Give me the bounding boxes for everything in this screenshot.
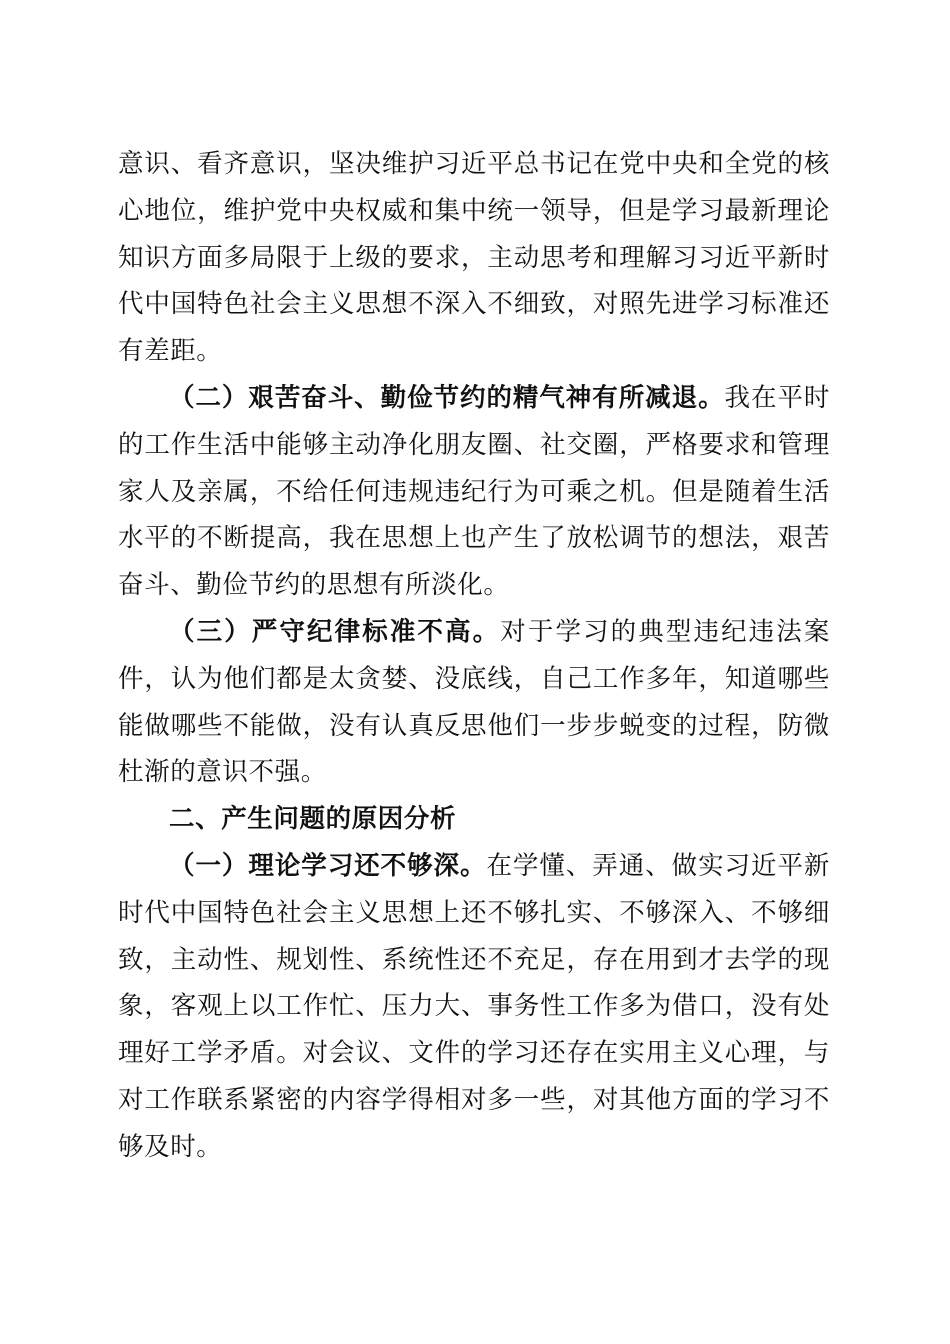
paragraph-title: （三）严守纪律标准不高。	[169, 616, 501, 647]
paragraph-text: 我在平时的工作生活中能够主动净化朋友圈、社交圈，严格要求和管理家人及亲属，不给任何违规违纪行为可乘之机。但是随着生活水平的不断提高，我在思想上也产生了放松调节的想法，艰苦奋斗、勤俭节约的思想有所淡化。	[118, 382, 830, 601]
paragraph-discipline	[118, 609, 830, 796]
paragraph-title: （二）艰苦奋斗、勤俭节约的精气神有所减退。	[169, 382, 725, 413]
paragraph-continuation	[118, 141, 830, 375]
paragraph-text: 在学懂、弄通、做实习近平新时代中国特色社会主义思想上还不够扎实、不够深入、不够细致，主动性、规划性、系统性还不充足，存在用到才去学的现象，客观上以工作忙、压力大、事务性工作多为借口，没有处理好工学矛盾。对会议、文件的学习还存在实用主义心理，与对工作联系紧密的内容学得相对多一些，对其他方面的学习不够及时。	[118, 850, 830, 1162]
paragraph-title: （一）理论学习还不够深。	[169, 850, 487, 881]
paragraph-theory-study	[118, 843, 830, 1171]
paragraph-struggle-thrift	[118, 375, 830, 609]
paragraph-text: 意识、看齐意识，坚决维护习近平总书记在党中央和全党的核心地位，维护党中央权威和集中统一领导，但是学习最新理论知识方面多局限于上级的要求，主动思考和理解习习近平新时代中国特色社会主义思想不深入不细致，对照先进学习标准还有差距。	[118, 149, 830, 367]
section-heading: 二、产生问题的原因分析	[169, 804, 457, 835]
paragraph-text: 对于学习的典型违纪违法案件，认为他们都是太贪婪、没底线，自己工作多年，知道哪些能做哪些不能做，没有认真反思他们一步步蜕变的过程，防微杜渐的意识不强。	[118, 616, 830, 788]
document-body	[118, 141, 830, 1171]
